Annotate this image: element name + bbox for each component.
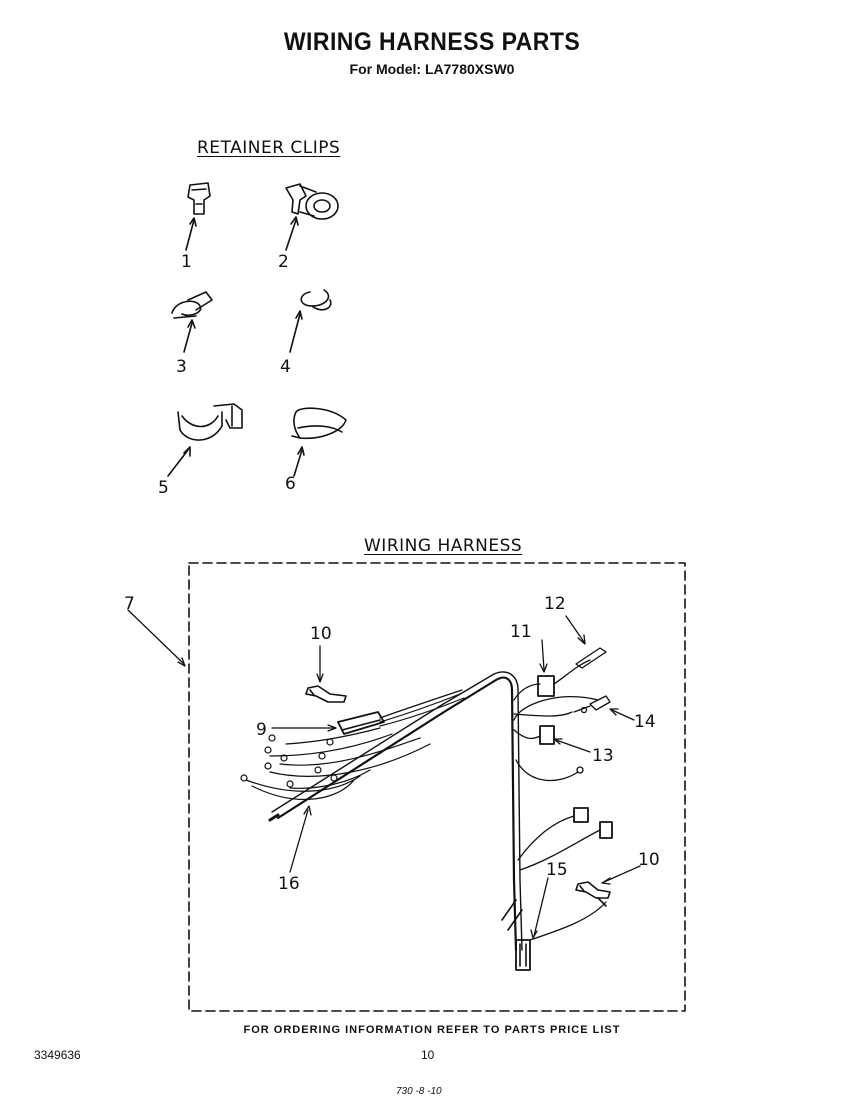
terminal-14 (590, 696, 610, 710)
retainer-clip-3 (172, 292, 212, 352)
callout-2: 2 (278, 252, 289, 272)
retainer-clip-6 (292, 408, 346, 476)
callout-3: 3 (176, 357, 187, 377)
model-subtitle: For Model: LA7780XSW0 (349, 61, 515, 77)
ordering-note: FOR ORDERING INFORMATION REFER TO PARTS PRICE LIST (243, 1024, 621, 1036)
callout-1: 1 (181, 252, 192, 272)
harness-frame (189, 563, 685, 1011)
callout-16: 16 (278, 874, 300, 894)
callout-4: 4 (280, 357, 291, 377)
page-number: 10 (421, 1048, 435, 1062)
connector-11 (538, 676, 554, 696)
callout-12: 12 (544, 594, 566, 614)
retainer-clip-2 (286, 184, 338, 250)
callout-9: 9 (256, 720, 267, 740)
callout-14: 14 (634, 712, 656, 732)
document-number: 3349636 (34, 1048, 81, 1062)
terminal-10-upper (306, 686, 346, 702)
retainer-clips-heading: RETAINER CLIPS (197, 138, 341, 158)
retainer-clip-1 (186, 183, 210, 250)
retainer-clip-5 (168, 404, 242, 476)
callout-10-lower: 10 (638, 850, 660, 870)
page-title: WIRING HARNESS PARTS (283, 28, 581, 56)
callout-6: 6 (285, 474, 296, 494)
callout-11: 11 (510, 622, 532, 642)
callout-13: 13 (592, 746, 614, 766)
connector-9 (338, 712, 384, 734)
callout-10-upper: 10 (310, 624, 332, 644)
wiring-harness-heading: WIRING HARNESS (364, 536, 523, 556)
callout-5: 5 (158, 478, 169, 498)
date-stamp: 730 -8 -10 (396, 1086, 442, 1097)
connector-15 (516, 940, 530, 970)
callout-leaders (128, 610, 640, 938)
callout-15: 15 (546, 860, 568, 880)
connector-13 (540, 726, 554, 744)
callout-7: 7 (124, 594, 135, 614)
wire-bundle (241, 690, 464, 799)
retainer-clip-4 (290, 290, 331, 352)
